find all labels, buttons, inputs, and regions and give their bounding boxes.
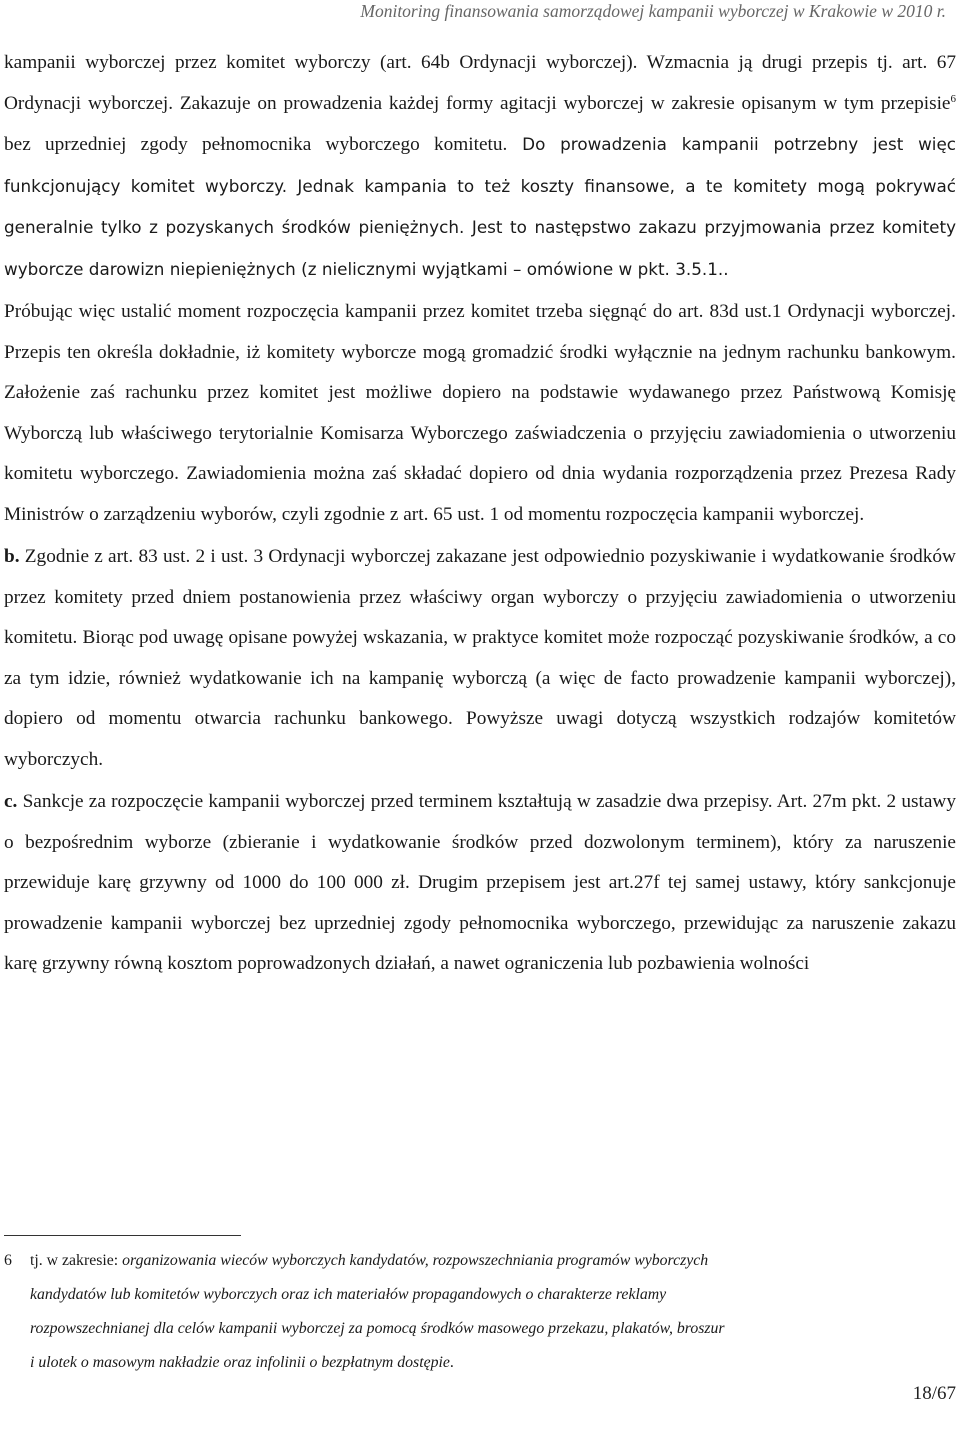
paragraph-1-part-b: bez uprzedniej zgody pełnomocnika wyborczego komitetu. [4,134,508,155]
footnote [4,1244,956,1380]
paragraph-b-text: Zgodnie z art. 83 ust. 2 i ust. 3 Ordynacji wyborczej zakazane jest odpowiednio pozyskiwanie i wydatkowanie środków przez komitety przed dniem postanowienia przez właściwy organ wyborczy o przyjęciu zawiadomienia o utworzeniu komitetu. Biorąc pod uwagę opisane powyżej wskazania, w praktyce komitet może rozpocząć pozyskiwanie środków, a co za tym idzie, również wydatkowanie ich na kampanię wyborczą (a więc de facto prowadzenie kampanii wyborczej), dopiero od momentu otwarcia rachunku bankowego. Powyższe uwagi dotyczą wszystkich rodzajów komitetów wyborczych. [4,546,956,770]
paragraph-1-part-c: Do prowadzenia kampanii potrzebny jest więc funkcjonujący komitet wyborczy. Jednak kampania to też koszty finansowe, a te komitety mogą pokrywać generalnie tylko z pozyskanych środków pieniężnych. Jest to następstwo zakazu przyjmowania przez komitety wyborcze darowizn niepieniężnych (z nielicznymi wyjątkami – omówione w pkt. 3.5.1.. [4,134,957,279]
paragraph-b-label: b. [4,546,20,567]
paragraph-c [4,782,956,985]
footnote-divider [4,1235,241,1236]
footnote-lead: tj. w zakresie: [30,1252,123,1269]
footnote-line-4 [4,1346,956,1380]
footnote-line-2: kandydatów lub komitetów wyborczych oraz ich materiałów propagandowych o charakterze reklamy [30,1286,667,1303]
footnote-end: . [449,1354,454,1371]
body-text [4,43,956,985]
paragraph-2: Próbując więc ustalić moment rozpoczęcia kampanii przez komitet trzeba sięgnąć do art. 83d ust.1 Ordynacji wyborczej. Przepis ten określa dokładnie, iż komitety wyborcze mogą gromadzić środki wyłącznie na jednym rachunku bankowym. Założenie zaś rachunku przez komitet jest możliwe dopiero na podstawie wydawanego przez Państwową Komisję Wyborczą lub właściwego terytorialnie Komisarza Wyborczego zaświadczenia o przyjęciu zawiadomienia o utworzeniu komitetu wyborczego. Zawiadomienia można zaś składać dopiero od dnia wydania rozporządzenia przez Prezesa Rady Ministrów o zarządzeniu wyborów, czyli zgodnie z art. 65 ust. 1 od momentu rozpoczęcia kampanii wyborczej. [4,301,956,525]
footnote-line-1 [4,1244,956,1278]
footnote-text-1: organizowania wieców wyborczych kandydatów, rozpowszechniania programów wyborczych [122,1252,709,1269]
paragraph-b [4,537,956,780]
paragraph-c-label: c. [4,791,18,812]
paragraph-c-text: Sankcje za rozpoczęcie kampanii wyborczej przed terminem kształtują w zasadzie dwa przepisy. Art. 27m pkt. 2 ustawy o bezpośrednim wyborze (zbieranie i wydatkowanie środków przed dozwolonym terminem), który za naruszenie przewiduje karę grzywny od 1000 do 100 000 zł. Drugim przepisem jest art.27f tej samej ustawy, który sankcjonuje prowadzenie kampanii wyborczej bez uprzedniej zgody pełnomocnika wyborczego, przewidując za naruszenie zakazu karę grzywny równą kosztom poprowadzonych działań, a nawet ograniczenia lub pozbawienia wolności [4,791,956,974]
footnote-line-3: rozpowszechnianej dla celów kampanii wyborczej za pomocą środków masowego przekazu, plakatów, broszur [30,1320,725,1337]
running-header: Monitoring finansowania samorządowej kampanii wyborczej w Krakowie w 2010 r. [360,1,946,21]
paragraph-1-part-a: kampanii wyborczej przez komitet wyborczy (art. 64b Ordynacji wyborczej). Wzmacnia ją drugi przepis tj. art. 67 Ordynacji wyborczej. Zakazuje on prowadzenia każdej formy agitacji wyborczej w zakresie opisanym w tym przepisie [4,52,956,114]
page-number: 18/67 [912,1383,956,1404]
footnote-number: 6 [4,1252,12,1269]
footnote-reference[interactable]: 6 [950,92,956,105]
footnote-text-4: i ulotek o masowym nakładzie oraz infolinii o bezpłatnym dostępie [30,1354,450,1371]
paragraph-1 [4,43,956,290]
